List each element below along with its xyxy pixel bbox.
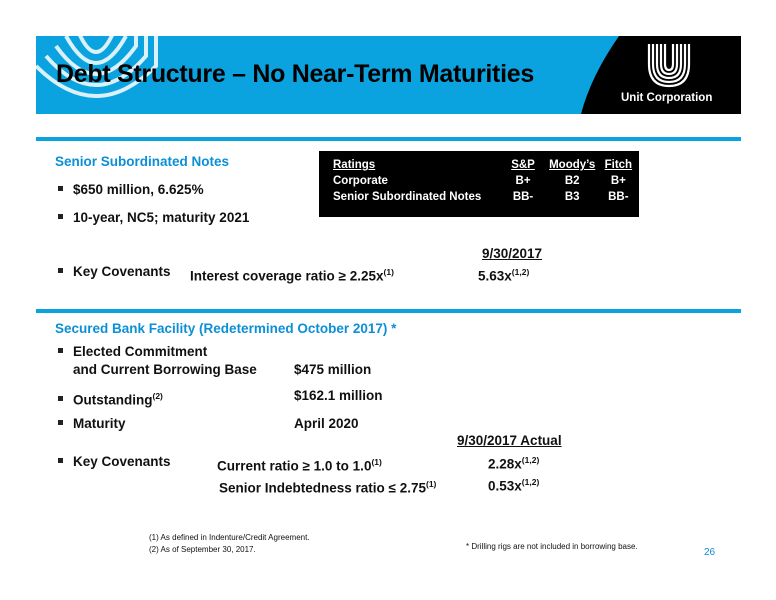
- rating-moodys: B3: [564, 191, 580, 203]
- bank-date-header: 9/30/2017 Actual: [457, 433, 562, 448]
- current-ratio-covenant: [217, 453, 382, 476]
- covenant-text: Current ratio ≥ 1.0 to 1.0: [217, 458, 372, 474]
- footnote-ref: (1): [383, 267, 394, 277]
- bank-covenants-label: [58, 453, 171, 471]
- bank-facility-title: Secured Bank Facility (Redetermined October 2017) *: [55, 321, 397, 336]
- footnote-ref: (1,2): [511, 267, 530, 277]
- outstanding-value: $162.1 million: [294, 388, 383, 403]
- covenant-value: 0.53x: [488, 478, 522, 494]
- moodys-header: Moody’s: [549, 159, 596, 171]
- key-covenants-text: Key Covenants: [73, 264, 171, 279]
- senior-notes-covenant: [190, 263, 394, 286]
- senior-notes-title: Senior Subordinated Notes: [55, 154, 230, 169]
- section-divider: [36, 309, 741, 313]
- bullet-icon: [58, 214, 63, 219]
- covenant-value: 5.63x: [478, 268, 512, 284]
- covenant-value: 2.28x: [488, 456, 522, 472]
- maturity-text: Maturity: [73, 416, 126, 431]
- bullet-icon: [58, 458, 63, 463]
- senior-notes-amount-text: $650 million, 6.625%: [73, 182, 204, 197]
- outstanding-text: Outstanding: [73, 392, 153, 408]
- page-number: 26: [704, 547, 716, 558]
- page-title: Debt Structure – No Near-Term Maturities: [56, 60, 534, 88]
- header-divider: [36, 137, 741, 141]
- logo-panel: [581, 36, 741, 114]
- senior-indebtedness-value: [488, 473, 539, 496]
- current-ratio-value: [488, 451, 539, 474]
- footnote-2: (2) As of September 30, 2017.: [149, 545, 256, 554]
- maturity-value: April 2020: [294, 416, 359, 431]
- fitch-header: Fitch: [604, 159, 633, 171]
- elected-commitment-label: [58, 343, 207, 361]
- ratings-header-row: [333, 157, 639, 173]
- footnote-1: (1) As defined in Indenture/Credit Agreement.: [149, 533, 310, 542]
- ratings-table: [319, 151, 639, 217]
- maturity-label: [58, 415, 126, 433]
- covenant-text: Interest coverage ratio ≥ 2.25x: [190, 268, 384, 284]
- rating-label: Senior Subordinated Notes: [333, 191, 482, 203]
- senior-notes-covenant-value: [478, 263, 529, 286]
- company-name: Unit Corporation: [621, 92, 713, 104]
- bullet-icon: [58, 396, 63, 401]
- rating-moodys: B2: [564, 175, 580, 187]
- elected-label-line1: Elected Commitment: [73, 344, 208, 359]
- rating-sp: BB-: [512, 191, 534, 203]
- senior-notes-covenants-label: [58, 263, 171, 281]
- drilling-note: * Drilling rigs are not included in borrowing base.: [466, 542, 638, 551]
- footnote-ref: (2): [152, 391, 163, 401]
- bullet-icon: [58, 186, 63, 191]
- ratings-header: Ratings: [333, 159, 376, 171]
- table-row: [333, 189, 639, 205]
- senior-notes-term: [58, 209, 249, 227]
- rating-label: Corporate: [333, 175, 388, 187]
- elected-label-line2: and Current Borrowing Base: [73, 362, 257, 377]
- senior-notes-date-header: 9/30/2017: [482, 246, 543, 261]
- footnote-ref: (1,2): [521, 455, 540, 465]
- table-row: [333, 173, 639, 189]
- senior-notes-term-text: 10-year, NC5; maturity 2021: [73, 210, 250, 225]
- footnote-ref: (1): [371, 457, 382, 467]
- header-banner: [36, 36, 741, 114]
- outstanding-label: [58, 387, 163, 410]
- bullet-icon: [58, 268, 63, 273]
- footnote-ref: (1,2): [521, 477, 540, 487]
- sp-header: S&P: [511, 159, 535, 171]
- rating-sp: B+: [515, 175, 531, 187]
- elected-value: $475 million: [294, 362, 372, 377]
- bullet-icon: [58, 420, 63, 425]
- senior-notes-amount: [58, 181, 204, 199]
- footnote-ref: (1): [425, 479, 437, 489]
- covenant-text: Senior Indebtedness ratio ≤ 2.75: [219, 480, 426, 496]
- rating-fitch: B+: [610, 175, 626, 187]
- bullet-icon: [58, 348, 63, 353]
- rating-fitch: BB-: [608, 191, 629, 203]
- senior-indebtedness-covenant: [219, 475, 436, 498]
- key-covenants-text: Key Covenants: [73, 454, 171, 469]
